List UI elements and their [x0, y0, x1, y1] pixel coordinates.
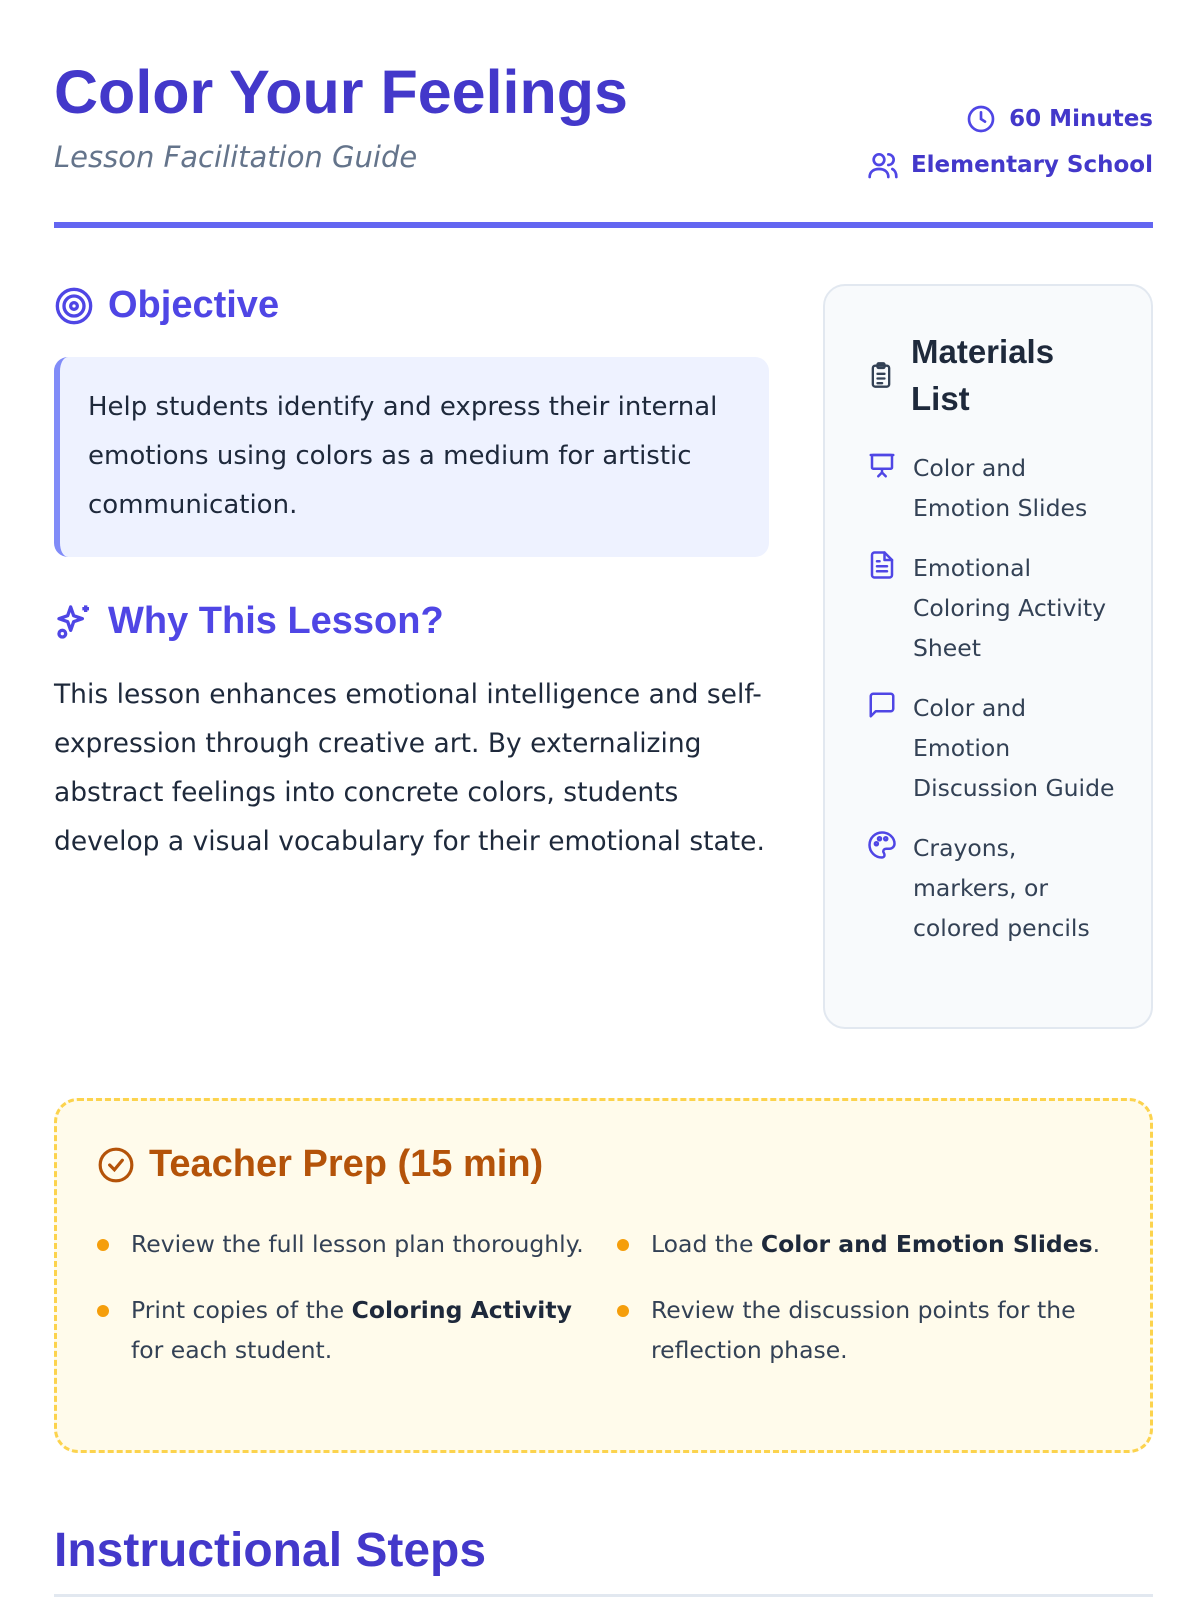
- bullet-dot: [97, 1239, 109, 1251]
- teacher-prep-panel: [54, 1098, 1153, 1453]
- material-label: Emotional Coloring Activity Sheet: [913, 554, 1107, 662]
- material-item: [867, 828, 1121, 948]
- palette-icon: [867, 830, 897, 860]
- materials-panel: [823, 284, 1153, 1029]
- material-label: Color and Emotion Discussion Guide: [913, 694, 1115, 802]
- instructional-steps-heading: Instructional Steps: [54, 1524, 487, 1577]
- why-text: This lesson enhances emotional intelligence and self-expression through creative art. By externalizing abstract feelings into concrete colors, students develop a visual vocabulary for their emotional state.: [54, 679, 765, 857]
- audience-meta: [867, 142, 1153, 188]
- duration-meta: [867, 96, 1153, 142]
- target-icon: [54, 286, 94, 326]
- header-divider: [54, 222, 1153, 228]
- clock-icon: [965, 103, 997, 135]
- users-icon: [867, 149, 899, 181]
- page-subtitle: Lesson Facilitation Guide: [54, 140, 418, 174]
- materials-heading: [867, 328, 1121, 422]
- materials-heading-text: Materials List: [911, 333, 1055, 417]
- teacher-prep-heading: [97, 1143, 1110, 1186]
- why-heading-text: Why This Lesson?: [108, 600, 444, 642]
- why-heading: [54, 600, 444, 643]
- material-label: Crayons, markers, or colored pencils: [913, 834, 1090, 942]
- bullet-dot: [97, 1305, 109, 1317]
- bullet-dot: [617, 1305, 629, 1317]
- lesson-header: [54, 56, 1153, 231]
- objective-heading-text: Objective: [108, 284, 280, 326]
- material-item: [867, 688, 1121, 808]
- bullet-dot: [617, 1239, 629, 1251]
- audience-label: Elementary School: [910, 152, 1153, 178]
- lesson-meta: [867, 96, 1153, 188]
- duration-label: 60 Minutes: [1009, 106, 1153, 132]
- teacher-prep-heading-text: Teacher Prep (15 min): [149, 1143, 544, 1185]
- page-title: Color Your Feelings: [54, 58, 628, 126]
- prep-item: Review the discussion points for the reflection phase.: [617, 1290, 1137, 1370]
- sparkles-icon: [54, 602, 94, 642]
- presentation-icon: [867, 450, 897, 480]
- objective-text: Help students identify and express their internal emotions using colors as a medium for artistic communication.: [54, 357, 769, 557]
- document-icon: [867, 550, 897, 580]
- steps-divider: [54, 1594, 1153, 1597]
- material-item: [867, 448, 1121, 528]
- clipboard-icon: [867, 361, 895, 389]
- prep-item: Review the full lesson plan thoroughly.: [97, 1224, 617, 1264]
- objective-heading: [54, 284, 279, 327]
- prep-item: Load the Color and Emotion Slides.: [617, 1224, 1137, 1264]
- material-label: Color and Emotion Slides: [913, 454, 1088, 522]
- material-item: [867, 548, 1121, 668]
- prep-item: Print copies of the Coloring Activity for each student.: [97, 1290, 617, 1370]
- teacher-prep-list: [97, 1224, 1110, 1370]
- check-circle-icon: [97, 1146, 135, 1184]
- chat-bubble-icon: [867, 690, 897, 720]
